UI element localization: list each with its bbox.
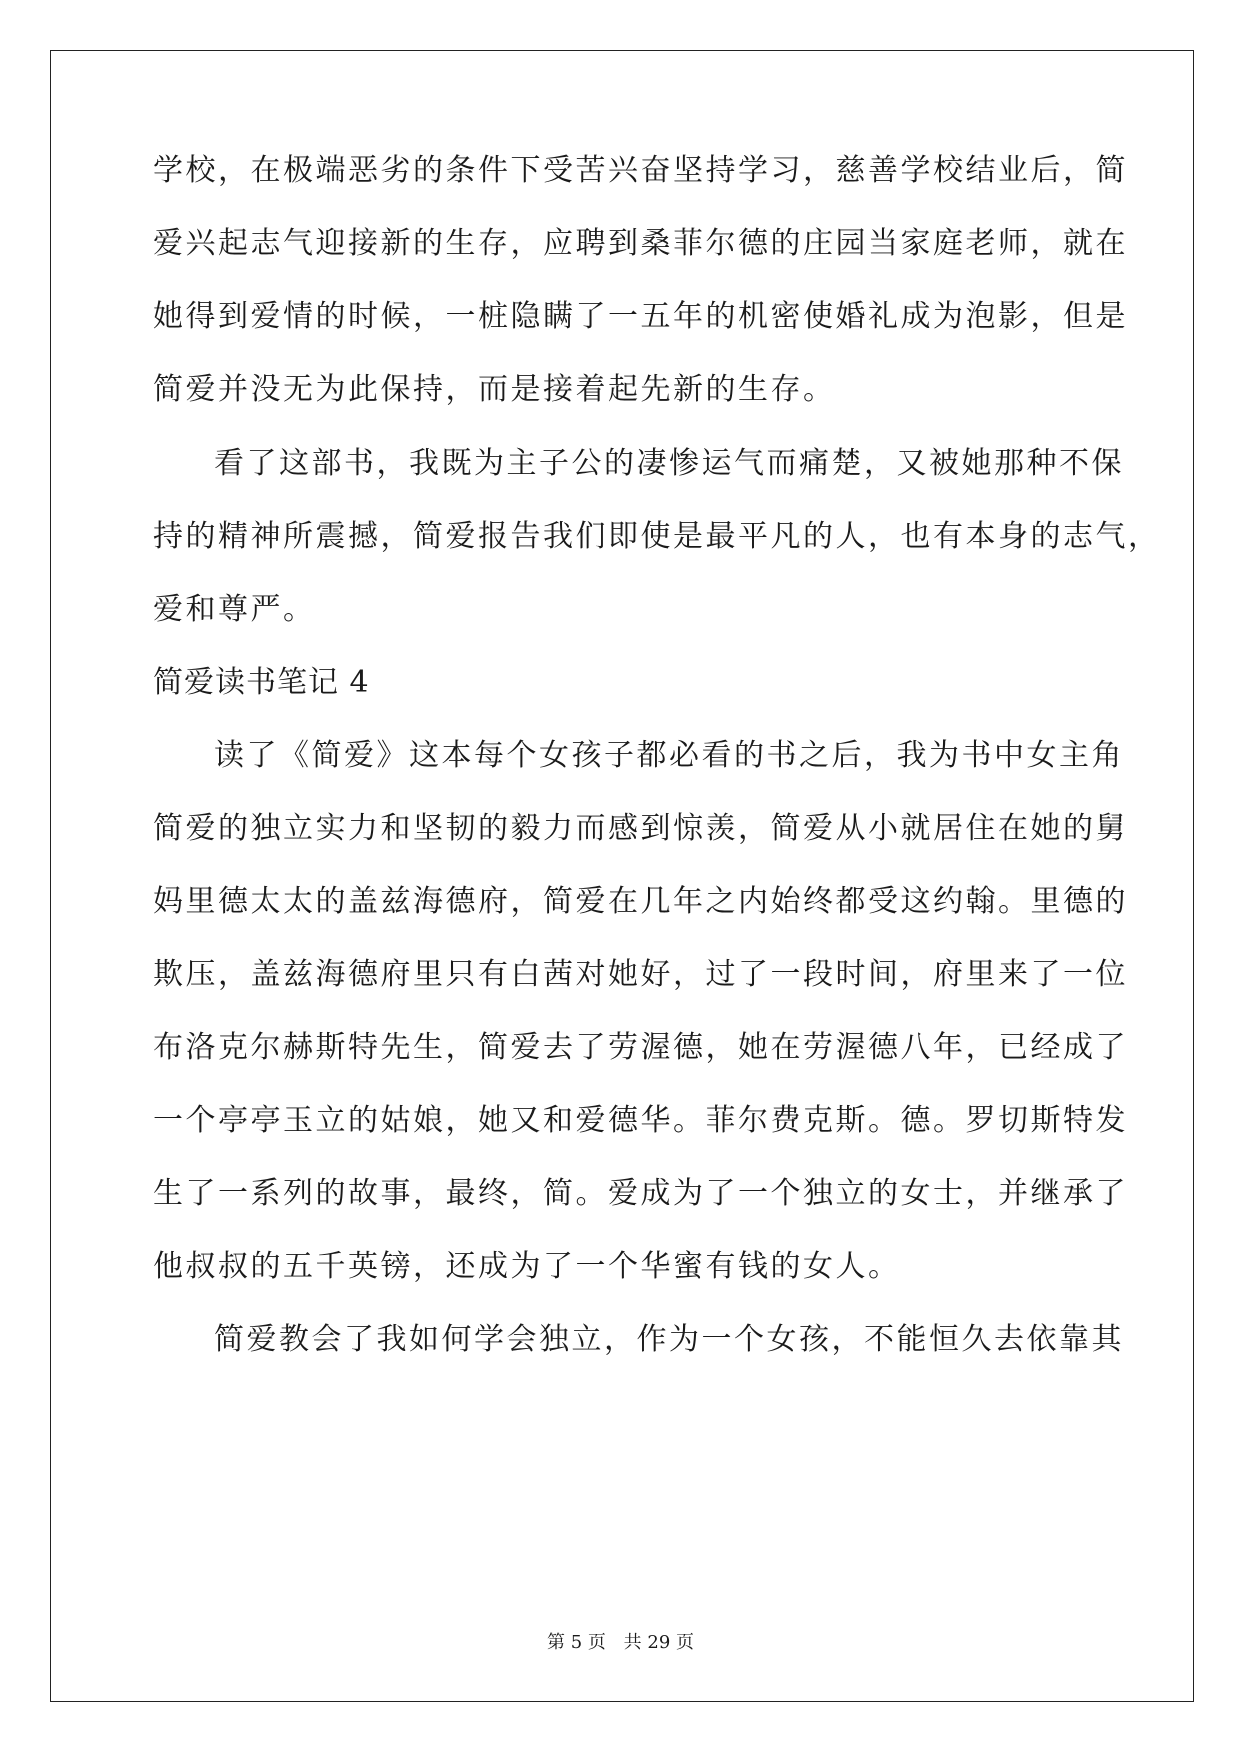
page-number: 第 5 页	[547, 1632, 606, 1653]
body-text-line: 她得到爱情的时候，一桩隐瞒了一五年的机密使婚礼成为泡影，但是	[153, 299, 1128, 334]
body-text-line: 一个亭亭玉立的姑娘，她又和爱德华。菲尔费克斯。德。罗切斯特发	[153, 1103, 1128, 1138]
body-text-line: 爱兴起志气迎接新的生存，应聘到桑菲尔德的庄园当家庭老师，就在	[153, 226, 1128, 261]
body-text-line: 妈里德太太的盖兹海德府，简爱在几年之内始终都受这约翰。里德的	[153, 884, 1128, 919]
body-text-line: 简爱并没无为此保持，而是接着起先新的生存。	[153, 372, 836, 407]
body-text-line: 生了一系列的故事，最终，简。爱成为了一个独立的女士，并继承了	[153, 1176, 1128, 1211]
body-text-line: 布洛克尔赫斯特先生，简爱去了劳渥德，她在劳渥德八年，已经成了	[153, 1030, 1128, 1065]
page-border	[50, 50, 1194, 1702]
page-footer	[0, 1632, 1241, 1654]
paragraph-first-line: 读了《简爱》这本每个女孩子都必看的书之后，我为书中女主角	[214, 738, 1124, 773]
total-pages: 共 29 页	[623, 1632, 694, 1653]
body-text-line: 持的精神所震撼，简爱报告我们即使是最平凡的人，也有本身的志气，	[153, 519, 1161, 554]
body-text-line: 欺压，盖兹海德府里只有白茜对她好，过了一段时间，府里来了一位	[153, 957, 1128, 992]
body-text-line: 他叔叔的五千英镑，还成为了一个华蜜有钱的女人。	[153, 1249, 901, 1284]
paragraph-first-line: 看了这部书，我既为主子公的凄惨运气而痛楚，又被她那种不保	[214, 446, 1124, 481]
paragraph-first-line: 简爱教会了我如何学会独立，作为一个女孩，不能恒久去依靠其	[214, 1322, 1124, 1357]
body-text-line: 学校，在极端恶劣的条件下受苦兴奋坚持学习，慈善学校结业后，简	[153, 153, 1128, 188]
section-heading: 简爱读书笔记 4	[153, 665, 370, 700]
body-text-line: 简爱的独立实力和坚韧的毅力而感到惊羡，简爱从小就居住在她的舅	[153, 811, 1128, 846]
body-text-line: 爱和尊严。	[153, 592, 316, 627]
